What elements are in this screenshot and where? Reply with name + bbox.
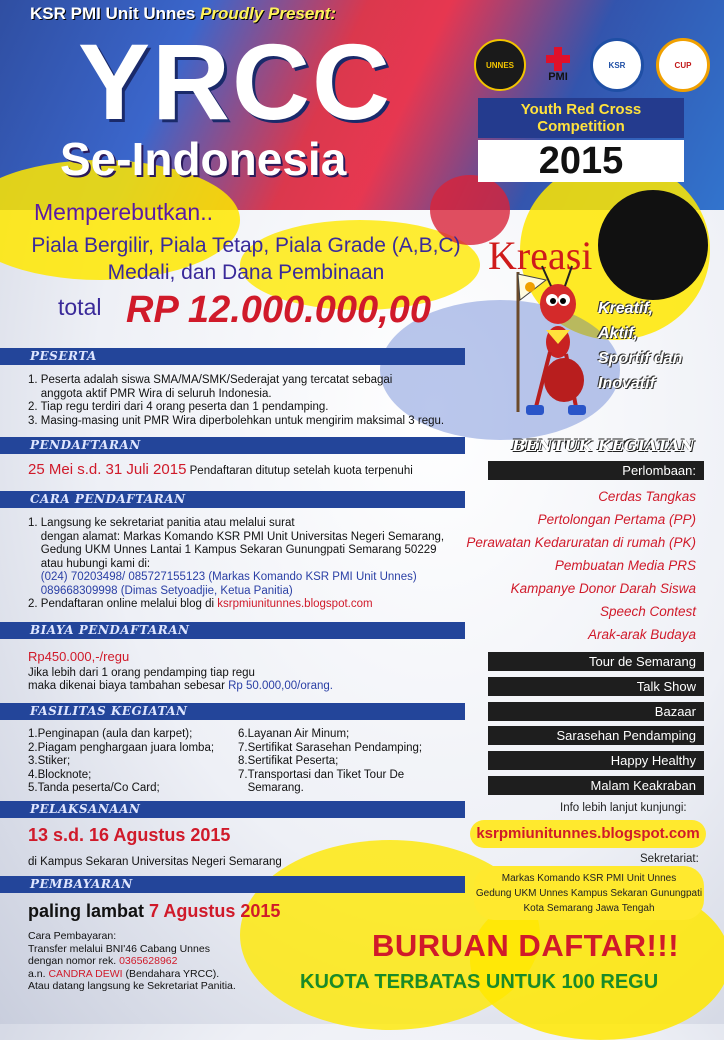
extra-fee: Rp 50.000,00/orang. <box>228 680 333 692</box>
payment-line: Cara Pembayaran: <box>28 930 117 942</box>
activity-bar: Sarasehan Pendamping <box>488 726 704 745</box>
account-name: CANDRA DEWI <box>48 967 123 980</box>
list-item: Speech Contest <box>599 604 696 619</box>
list-item: Arak-arak Budaya <box>587 627 696 642</box>
prize-intro: Memperebutkan.. <box>34 199 213 225</box>
list-item: Semarang. <box>238 782 304 794</box>
event-title: YRCC <box>78 21 393 142</box>
list-item: 2. Tiap regu terdiri dari 4 orang peserta dan 1 pendamping. <box>28 401 329 413</box>
fee-note: maka dikenai biaya tambahan sebesar <box>28 680 229 692</box>
biaya-info <box>28 650 333 694</box>
list-item: 2. Pendaftaran online melalui blog di <box>28 598 218 610</box>
activity-bar: Bazaar <box>488 702 704 721</box>
competition-name: Youth Red Cross Competition <box>478 98 684 138</box>
section-header-peserta: PESERTA <box>0 348 465 365</box>
list-item: Pertolongan Pertama (PP) <box>537 512 696 527</box>
list-item: Perawatan Kedaruratan di rumah (PK) <box>466 535 696 550</box>
presenter-name: KSR PMI Unit Unnes <box>30 4 196 23</box>
activity-bar: Talk Show <box>488 677 704 696</box>
address-line: Gedung UKM Unnes Kampus Sekaran Gunungpati <box>475 888 703 899</box>
section-header-biaya: BIAYA PENDAFTARAN <box>0 622 465 639</box>
sponsor-logos <box>474 38 710 92</box>
list-item: 2.Piagam penghargaan juara lomba; <box>28 741 215 754</box>
section-header-pembayaran: PEMBAYARAN <box>0 876 465 893</box>
registration-dates: 25 Mei s.d. 31 Juli 2015 <box>28 461 187 478</box>
ksr-logo-icon: KSR <box>590 38 644 92</box>
value-item: Kreatif, <box>598 300 654 317</box>
prize-list <box>26 232 466 286</box>
list-item: 3. Masing-masing unit PMR Wira diperbolehkan untuk mengirim maksimal 3 regu. <box>28 414 445 427</box>
activity-bar: Tour de Semarang <box>488 652 704 671</box>
payment-deadline <box>28 901 280 922</box>
quota-notice: KUOTA TERBATAS UNTUK 100 REGU <box>300 971 659 993</box>
sekretariat-label: Sekretariat: <box>640 853 699 865</box>
section-header-pendaftaran: PENDAFTARAN <box>0 437 465 454</box>
section-header-fasilitas: FASILITAS KEGIATAN <box>0 703 465 720</box>
event-subtitle: Se-Indonesia <box>60 133 347 185</box>
cara-list <box>28 517 444 612</box>
event-year: 2015 <box>478 140 684 182</box>
registration-fee: Rp450.000,-/regu <box>28 649 130 664</box>
black-splash <box>598 190 708 300</box>
fasilitas-right <box>238 728 422 796</box>
phone-line: 089668309998 (Dimas Setyoadjie, Ketua Panitia) <box>28 584 293 597</box>
value-item: Inovatif <box>598 375 655 392</box>
value-item: Aktif, <box>598 325 638 342</box>
fee-note: Jika lebih dari 1 orang pendamping tiap regu <box>28 666 255 679</box>
blog-link[interactable]: ksrpmiunitunnes.blogspot.com <box>217 598 373 610</box>
deadline-date: 7 Agustus 2015 <box>149 901 281 921</box>
list-item: Kampanye Donor Darah Siswa <box>510 581 696 596</box>
registration-note: Pendaftaran ditutup setelah kuota terpenuhi <box>189 465 413 477</box>
deadline-prefix: paling lambat <box>28 901 150 921</box>
list-item: 4.Blocknote; <box>28 768 92 781</box>
perlombaan-bar: Perlombaan: <box>488 461 704 480</box>
payment-line: Transfer melalui BNI'46 Cabang Unnes <box>28 942 210 955</box>
competition-list <box>466 485 696 646</box>
blog-url-link[interactable]: ksrpmiunitunnes.blogspot.com <box>470 820 706 848</box>
call-to-action: BURUAN DAFTAR!!! <box>372 928 680 963</box>
total-prize-value: RP 12.000.000,00 <box>126 289 431 331</box>
list-item: dengan alamat: Markas Komando KSR PMI Unit Universitas Negeri Semarang, <box>28 530 445 543</box>
activity-bar: Malam Keakraban <box>488 776 704 795</box>
payment-info <box>28 930 236 993</box>
pmi-logo-icon: PMI <box>538 41 578 89</box>
list-item: Cerdas Tangkas <box>598 489 696 504</box>
list-item: 8.Sertifikat Peserta; <box>238 755 339 767</box>
pendaftaran-info <box>28 463 413 479</box>
list-item: 5.Tanda peserta/Co Card; <box>28 782 160 794</box>
payment-line: a.n. <box>28 967 49 980</box>
trophy-logo-icon: CUP <box>656 38 710 92</box>
address-line: Markas Komando KSR PMI Unit Unnes <box>501 873 677 884</box>
payment-line: (Bendahara YRCC). <box>122 967 220 980</box>
unnes-logo-icon: UNNES <box>474 39 526 91</box>
account-number: 0365628962 <box>119 955 178 967</box>
peserta-list <box>28 374 444 428</box>
kreasi-values <box>598 296 682 396</box>
list-item: Gedung UKM Unnes Lantai 1 Kampus Sekaran Gunungpati Semarang 50229 <box>28 544 437 556</box>
value-item: Sportif dan <box>598 350 683 367</box>
activity-bar: Happy Healthy <box>488 751 704 770</box>
kreasi-title: Kreasi <box>488 233 593 278</box>
list-item: 3.Stiker; <box>28 755 71 767</box>
phone-line: (024) 70203498/ 085727155123 (Markas Komando KSR PMI Unit Unnes) <box>28 571 417 583</box>
list-item: 1. Langsung ke sekretariat panitia atau melalui surat <box>28 517 295 529</box>
list-item: 6.Layanan Air Minum; <box>238 728 350 740</box>
activities-heading: BENTUK KEGIATAN <box>512 436 695 455</box>
fasilitas-left <box>28 728 214 796</box>
list-item: 1. Peserta adalah siswa SMA/MA/SMK/Sederajat yang tercatat sebagai <box>28 374 393 386</box>
list-item: anggota aktif PMR Wira di seluruh Indonesia. <box>28 387 272 400</box>
prize-line-1: Piala Bergilir, Piala Tetap, Piala Grade (A,B,C) <box>31 234 461 257</box>
address-line: Kota Semarang Jawa Tengah <box>523 903 655 914</box>
list-item: 1.Penginapan (aula dan karpet); <box>28 728 193 740</box>
proudly-present: Proudly Present: <box>200 4 337 23</box>
payment-line: dengan nomor rek. <box>28 955 120 967</box>
event-dates: 13 s.d. 16 Agustus 2015 <box>28 825 231 845</box>
event-place: di Kampus Sekaran Universitas Negeri Semarang <box>28 856 282 868</box>
payment-line: Atau datang langsung ke Sekretariat Panitia. <box>28 980 236 992</box>
prize-line-2: Medali, dan Dana Pembinaan <box>107 261 385 284</box>
ant-mascot-icon <box>506 262 596 422</box>
list-item: Pembuatan Media PRS <box>554 558 696 573</box>
section-header-cara: CARA PENDAFTARAN <box>0 491 465 508</box>
section-header-pelaksanaan: PELAKSANAAN <box>0 801 465 818</box>
info-label: Info lebih lanjut kunjungi: <box>560 802 687 814</box>
sekretariat-address <box>474 866 704 920</box>
total-label: total <box>58 294 102 320</box>
list-item: atau hubungi kami di: <box>28 557 151 570</box>
list-item: 7.Transportasi dan Tiket Tour De <box>238 768 405 781</box>
list-item: 7.Sertifikat Sarasehan Pendamping; <box>238 741 423 754</box>
